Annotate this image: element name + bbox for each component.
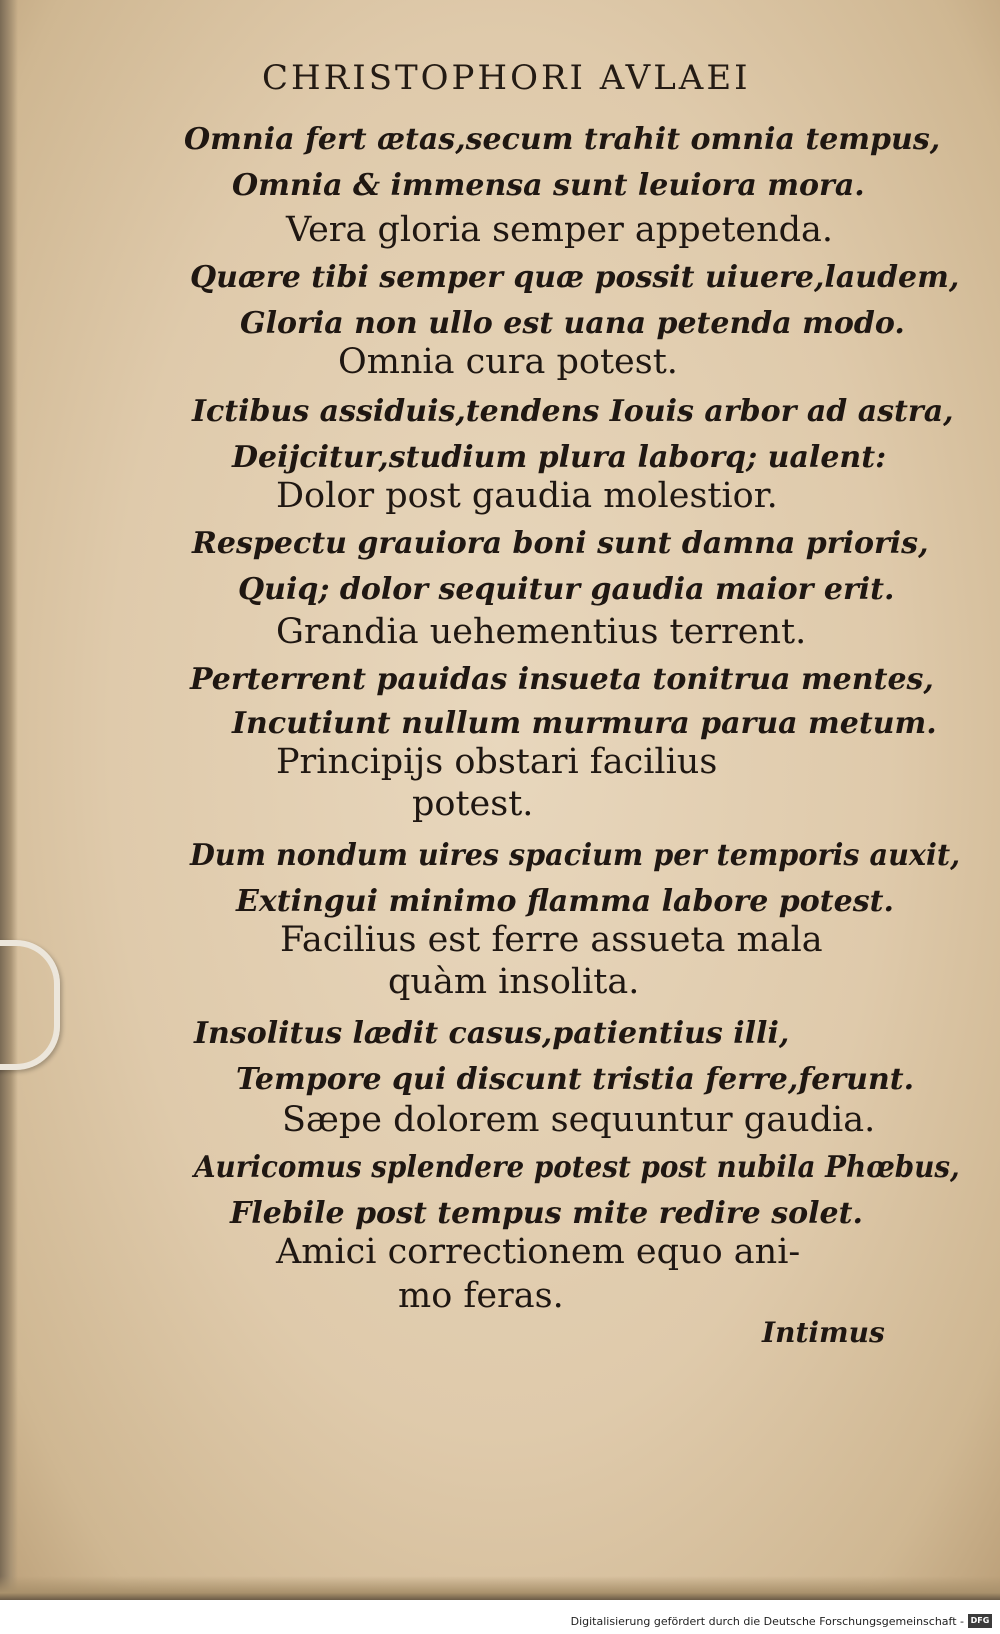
page-bottom-edge (0, 1576, 1000, 1600)
footer-credit: Digitalisierung gefördert durch die Deutsche Forschungsgemeinschaft - (570, 1615, 964, 1628)
maxim-heading: Dolor post gaudia molestior. (276, 476, 778, 516)
verse-line: Deijcitur,studium plura laborq; ualent: (232, 440, 887, 475)
maxim-heading: mo feras. (398, 1276, 564, 1316)
dfg-logo: DFG (968, 1614, 992, 1628)
maxim-heading: Grandia uehementius terrent. (276, 612, 807, 652)
verse-line: Ictibus assiduis,tendens Iouis arbor ad astra, (192, 394, 954, 429)
verse-line: Extingui minimo flamma labore potest. (236, 884, 894, 919)
maxim-heading: Amici correctionem equo ani- (276, 1232, 801, 1272)
maxim-heading: Omnia cura potest. (338, 342, 678, 382)
maxim-heading: Facilius est ferre assueta mala (280, 920, 823, 960)
verse-line: Omnia & immensa sunt leuiora mora. (232, 168, 865, 203)
verse-line: Auricomus splendere potest post nubila Phœbus, (194, 1150, 960, 1185)
running-header: CHRISTOPHORI AVLAEI (262, 58, 751, 98)
verse-line: Tempore qui discunt tristia ferre,ferunt. (236, 1062, 915, 1097)
verse-line: Perterrent pauidas insueta tonitrua mentes, (190, 662, 934, 697)
maxim-heading: quàm insolita. (388, 962, 640, 1002)
paper-clip (0, 940, 60, 1070)
maxim-heading: potest. (412, 784, 534, 824)
verse-line: Flebile post tempus mite redire solet. (230, 1196, 863, 1231)
verse-line: Dum nondum uires spacium per temporis auxit, (190, 838, 961, 873)
verse-line: Gloria non ullo est uana petenda modo. (240, 306, 905, 341)
verse-line: Omnia fert ætas,secum trahit omnia tempus, (184, 122, 941, 157)
digitization-footer (0, 1600, 1000, 1634)
verse-line: Respectu grauiora boni sunt damna prioris, (192, 526, 929, 561)
page-left-edge (0, 0, 18, 1600)
maxim-heading: Vera gloria semper appetenda. (286, 210, 834, 250)
maxim-heading: Sæpe dolorem sequuntur gaudia. (282, 1100, 876, 1140)
verse-line: Quære tibi semper quæ possit uiuere,laudem, (190, 260, 960, 295)
catchword: Intimus (762, 1316, 885, 1349)
maxim-heading: Principijs obstari facilius (276, 742, 718, 782)
verse-line: Incutiunt nullum murmura parua metum. (232, 706, 937, 741)
verse-line: Insolitus lædit casus,patientius illi, (194, 1016, 790, 1051)
verse-line: Quiq; dolor sequitur gaudia maior erit. (238, 572, 895, 607)
